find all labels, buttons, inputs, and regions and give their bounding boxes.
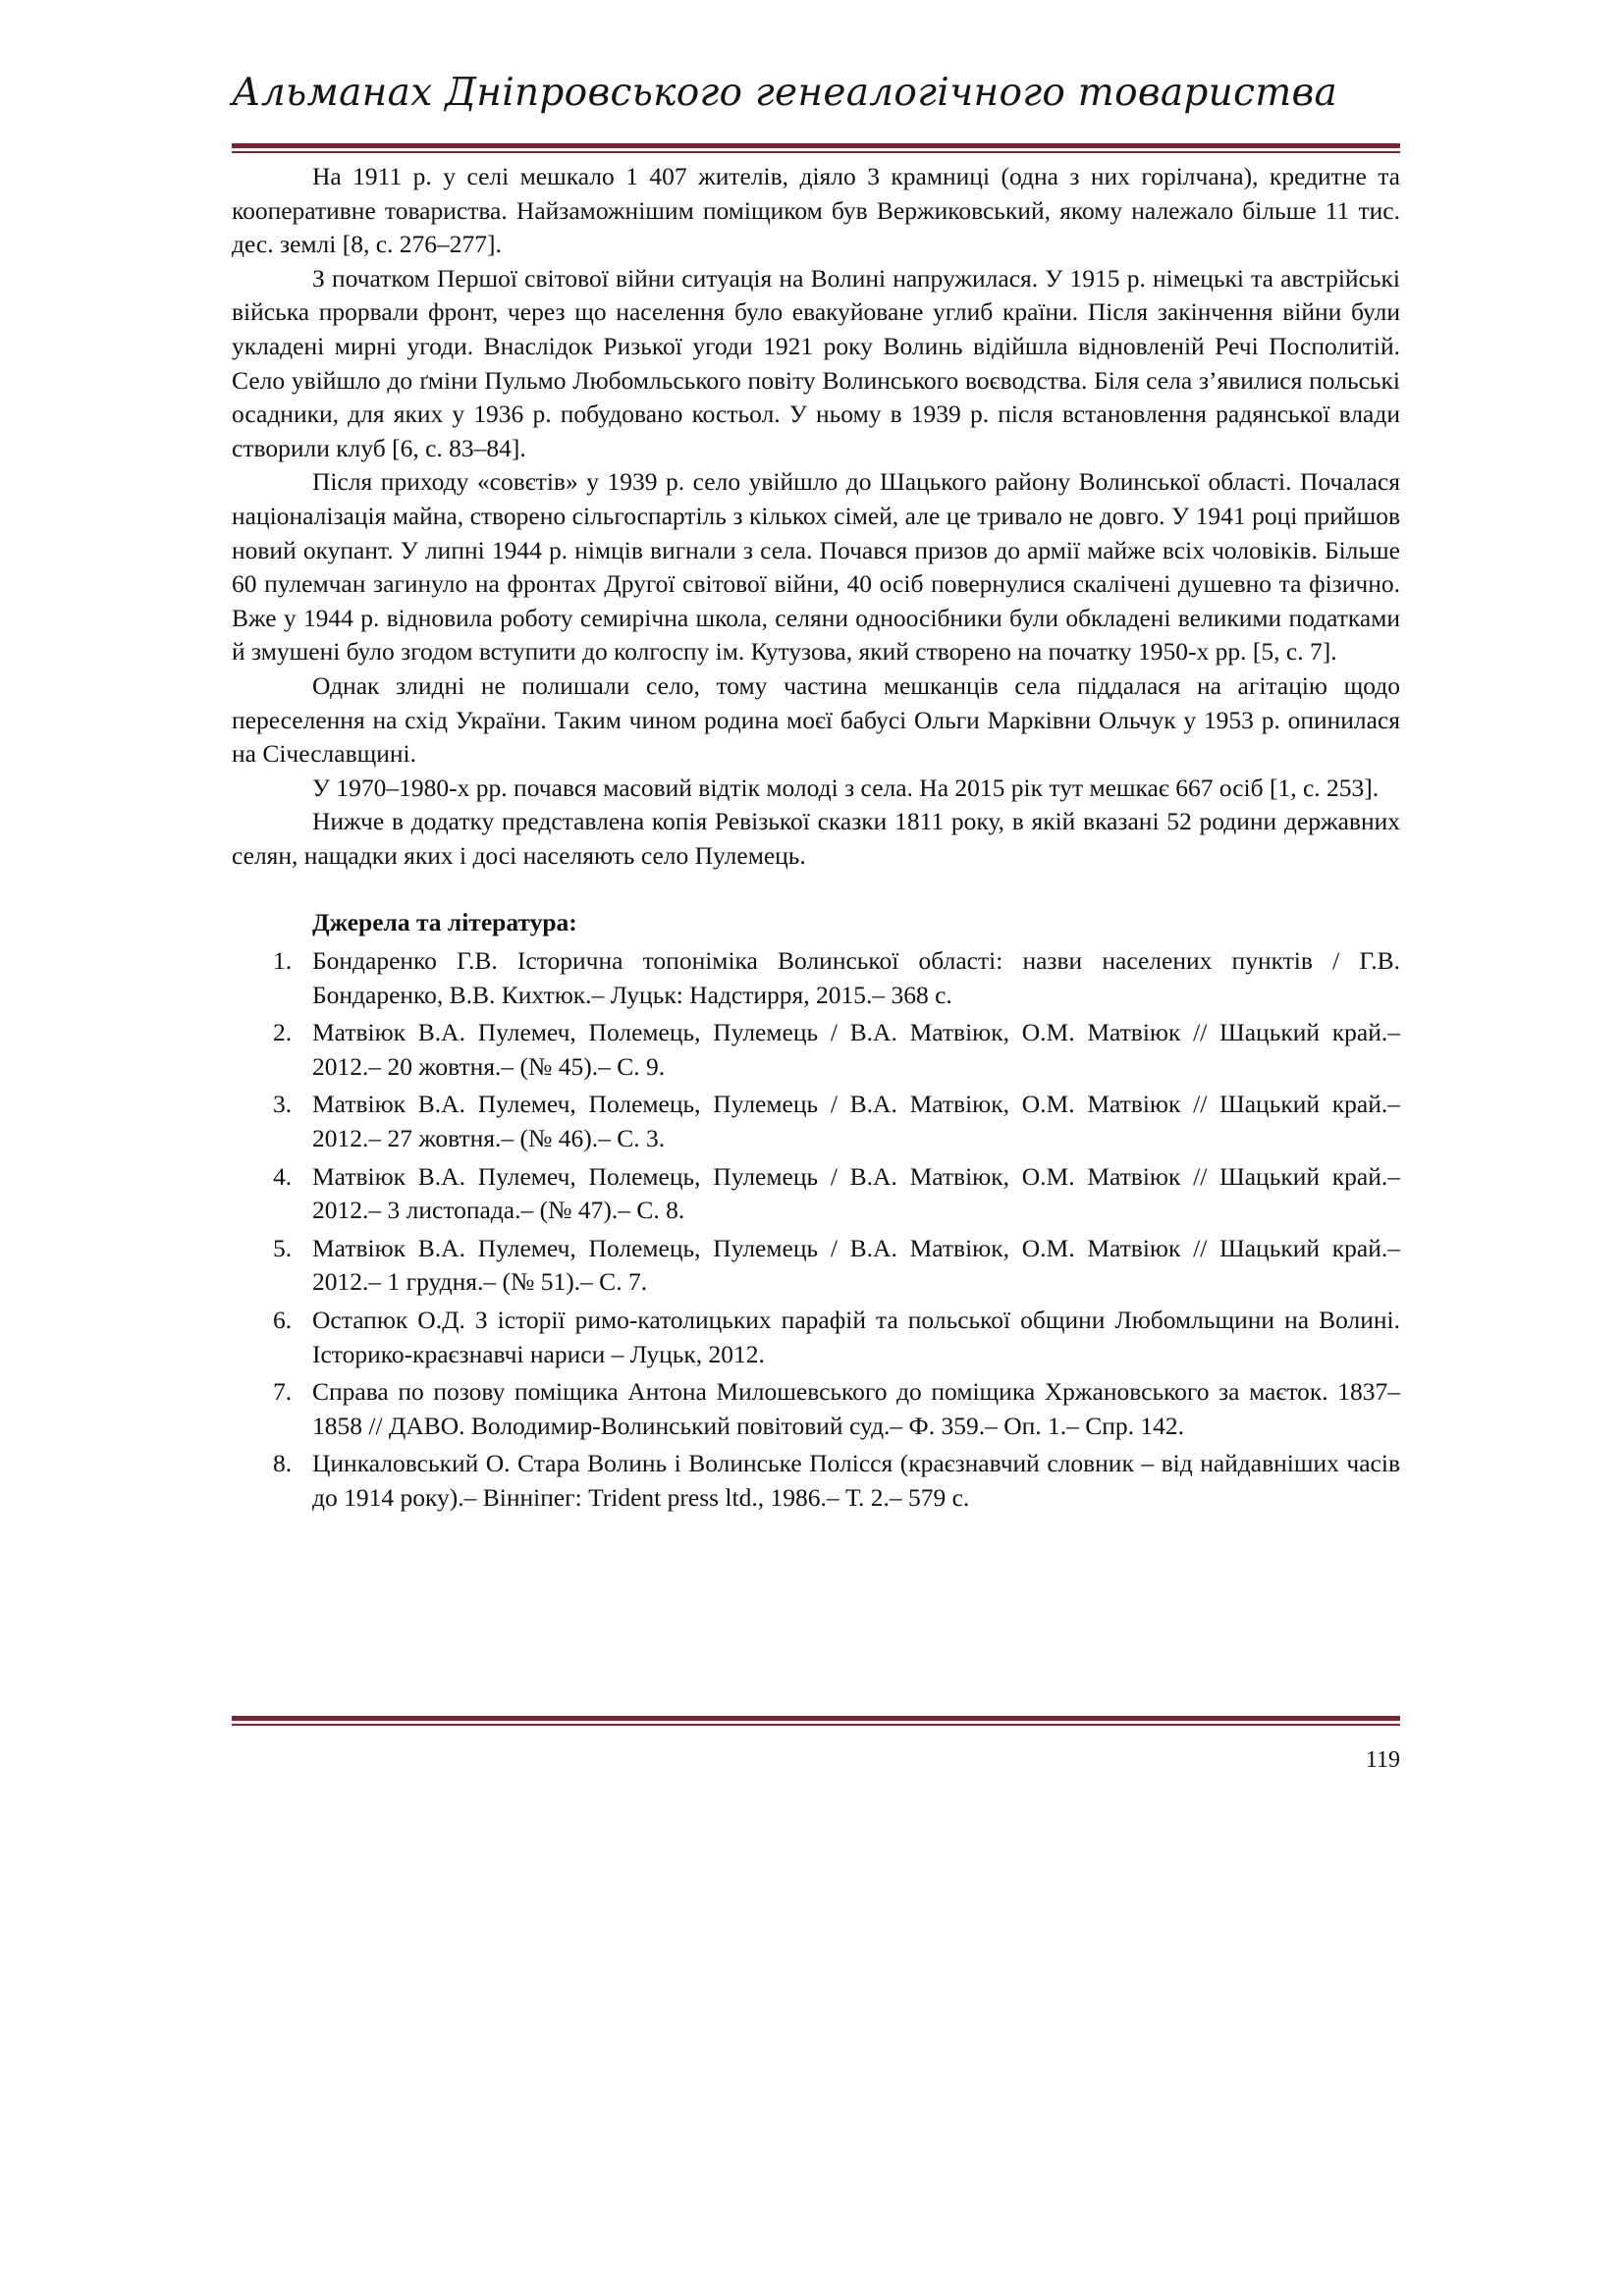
reference-item <box>232 1447 1400 1515</box>
reference-text: Бондаренко Г.В. Історична топоніміка Волинської області: назви населених пунктів / Г.В. Бондаренко, В.В. Кихтюк.– Луцьк: Надстирря, 2015.– 368 с. <box>312 946 1400 1009</box>
reference-text: Матвіюк В.А. Пулемеч, Полемець, Пулемець / В.А. Матвіюк, О.М. Матвіюк // Шацький край.– 2012.– 1 грудня.– (№ 51).– С. 7. <box>312 1233 1400 1297</box>
reference-number: 3. <box>273 1090 293 1119</box>
reference-number: 4. <box>273 1161 293 1191</box>
body-paragraph: Однак злидні не полишали село, тому частина мешканців села піддалася на агітацію щодо переселення на схід України. Таким чином родина моєї бабусі Ольги Марківни Ольчук у 1953 р. опинилася на Січеславщині. <box>232 670 1400 769</box>
reference-number: 2. <box>273 1018 293 1047</box>
reference-text: Остапюк О.Д. З історії римо-католицьких парафій та польської общини Любомльщини на Волині. Історико-краєзнавчі нариси – Луцьк, 2012. <box>312 1306 1400 1368</box>
body-paragraph: Нижче в додатку представлена копія Ревізької сказки 1811 року, в якій вказані 52 родини державних селян, нащадки яких і досі населяють село Пулемець. <box>232 807 1400 870</box>
page-number: 119 <box>1365 1747 1400 1773</box>
reference-text: Матвіюк В.А. Пулемеч, Полемець, Пулемець / В.А. Матвіюк, О.М. Матвіюк // Шацький край.– 2012.– 20 жовтня.– (№ 45).– С. 9. <box>312 1018 1400 1081</box>
reference-number: 8. <box>273 1449 293 1478</box>
body-paragraph: Після приходу «совєтів» у 1939 р. село увійшло до Шацького району Волинської області. Почалася націоналізація майна, створено сільгоспартіль з кількох сімей, але це тривало не довго. У 1941 році прийшов новий окупант. У липні 1944 р. німців вигнали з села. Почався призов до армії майже всіх чоловіків. Більше 60 пулемчан загинуло на фронтах Другої світової війни, 40 осіб повернулися скалічені душевно та фізично. Вже у 1944 р. відновила роботу семирічна школа, селяни одноосібники були обкладені великими податками й змушені було згодом вступити до колгоспу ім. Кутузова, який створено на початку 1950-х рр. [5, с. 7]. <box>232 467 1400 667</box>
reference-number: 6. <box>273 1306 293 1334</box>
reference-item <box>232 1016 1400 1084</box>
reference-item <box>232 1160 1400 1228</box>
reference-text: Матвіюк В.А. Пулемеч, Полемець, Пулемець / В.А. Матвіюк, О.М. Матвіюк // Шацький край.– 2012.– 27 жовтня.– (№ 46).– С. 3. <box>312 1090 1400 1153</box>
body-paragraph: На 1911 р. у селі мешкало 1 407 жителів, діяло 3 крамниці (одна з них горілчана), кредитне та кооперативне товариства. Найзаможнішим поміщиком був Вержиковський, якому належало більше 11 тис. дес. землі [8, с. 276–277]. <box>232 162 1400 259</box>
header-divider <box>232 143 1400 153</box>
reference-text: Матвіюк В.А. Пулемеч, Полемець, Пулемець / В.А. Матвіюк, О.М. Матвіюк // Шацький край.– 2012.– 3 листопада.– (№ 47).– С. 8. <box>312 1161 1400 1225</box>
reference-text: Цинкаловський О. Стара Волинь і Волинське Полісся (краєзнавчий словник – від найдавніших часів до 1914 року).– Вінніпег: Trident press ltd., 1986.– Т. 2.– 579 с. <box>312 1449 1400 1512</box>
footer-divider <box>232 1716 1400 1726</box>
reference-number: 5. <box>273 1233 293 1262</box>
reference-item <box>232 944 1400 1012</box>
body-paragraph: У 1970–1980-х рр. почався масовий відтік молоді з села. На 2015 рік тут мешкає 667 осіб [1, с. 253]. <box>312 773 1380 802</box>
reference-item <box>232 1304 1400 1371</box>
reference-number: 1. <box>273 946 293 976</box>
reference-number: 7. <box>273 1377 293 1407</box>
running-header <box>232 71 1400 130</box>
references-list <box>232 944 1400 1516</box>
body-paragraph: З початком Першої світової війни ситуація на Волині напружилася. У 1915 р. німецькі та австрійські війська прорвали фронт, через що населення було евакуйоване углиб країни. Після закінчення війни були укладені мирні угоди. Внаслідок Ризької угоди 1921 року Волинь відійшла відновленій Речі Посполитій. Село увійшло до ґміни Пульмо Любомльського повіту Волинського воєводства. Біля села з’явилися польські осадники, для яких у 1936 р. побудовано костьол. У ньому в 1939 р. після встановлення радянської влади створили клуб [6, с. 83–84]. <box>232 263 1400 462</box>
reference-text: Справа по позову поміщика Антона Милошевського до поміщика Хржановського за маєток. 1837–1858 // ДАВО. Володимир-Волинський повітовий суд.– Ф. 359.– Оп. 1.– Спр. 142. <box>312 1377 1400 1440</box>
references-heading: Джерела та література: <box>312 908 577 937</box>
page-content <box>232 160 1400 1516</box>
reference-item <box>232 1232 1400 1300</box>
almanac-title: Альманах Дніпровського генеалогічного товариства <box>232 71 1338 115</box>
reference-item <box>232 1088 1400 1155</box>
reference-item <box>232 1375 1400 1443</box>
